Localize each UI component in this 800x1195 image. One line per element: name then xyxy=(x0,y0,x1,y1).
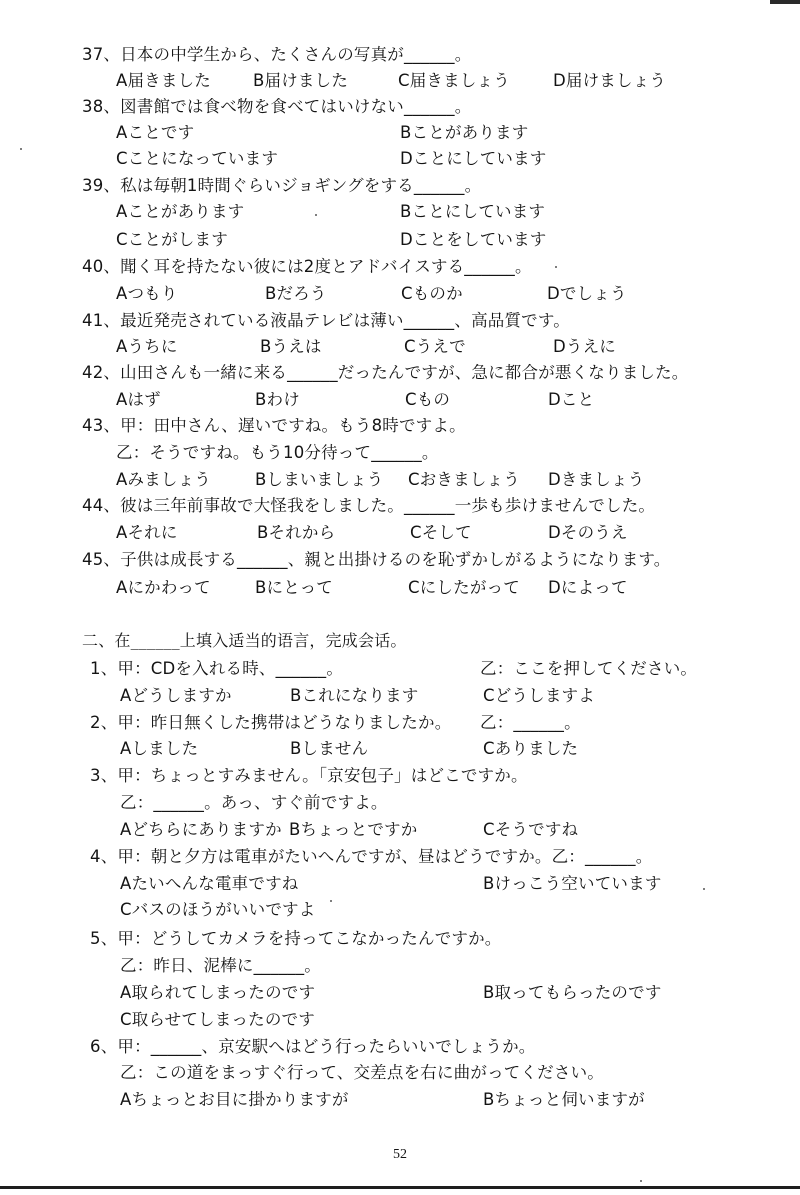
dialogue-2-reply: 乙：______。 xyxy=(480,713,581,732)
dialogue-5-reply: 乙：昨日、泥棒に______。 xyxy=(120,956,321,975)
dialogue-1: 1、甲：CDを入れる時、______。 xyxy=(90,659,344,678)
q45-option-a: Aにかわって xyxy=(116,578,211,597)
q45-option-c: Cにしたがって xyxy=(408,578,520,597)
q44-option-b: Bそれから xyxy=(257,523,336,542)
dialogue-1-reply: 乙：ここを押してください。 xyxy=(480,659,698,678)
d5-option-b: B取ってもらったのです xyxy=(483,983,662,1002)
d3-option-b: Bちょっとですか xyxy=(289,820,418,839)
question-39: 39、私は毎朝1時間ぐらいジョギングをする______。 xyxy=(82,176,482,195)
q40-option-d: Dでしょう xyxy=(547,284,627,303)
question-43: 43、甲：田中さん、遅いですね。もう8時ですよ。 xyxy=(82,416,466,435)
q45-option-b: Bにとって xyxy=(255,578,333,597)
d5-option-c: C取らせてしまったのです xyxy=(120,1010,315,1029)
d4-option-a: Aたいへんな電車ですね xyxy=(120,874,299,893)
d5-option-a: A取られてしまったのです xyxy=(120,983,316,1002)
q40-option-c: Cものか xyxy=(401,284,463,303)
q37-option-c: C届きましょう xyxy=(398,71,510,90)
d3-option-c: Cそうですね xyxy=(483,820,579,839)
q38-option-c: Cことになっています xyxy=(116,149,279,168)
d1-option-b: Bこれになります xyxy=(290,686,419,705)
d6-option-a: Aちょっとお目に掛かりますが xyxy=(120,1090,349,1109)
q37-option-b: B届けました xyxy=(253,71,349,90)
scan-speck xyxy=(703,888,705,890)
question-38: 38、図書館では食べ物を食べてはいけない______。 xyxy=(82,97,472,116)
q40-option-a: Aつもり xyxy=(116,284,178,303)
dialogue-5: 5、甲：どうしてカメラを持ってこなかったんですか。 xyxy=(90,929,502,948)
d4-option-b: Bけっこう空いています xyxy=(483,874,662,893)
question-40: 40、聞く耳を持たない彼には2度とアドバイスする______。 xyxy=(82,257,532,276)
q41-option-c: Cうえで xyxy=(404,337,466,356)
d2-option-c: Cありました xyxy=(483,739,579,758)
d3-option-a: Aどちらにありますか xyxy=(120,820,282,839)
q44-option-c: Cそして xyxy=(410,523,472,542)
scan-speck xyxy=(555,266,557,268)
d6-option-b: Bちょっと伺いますが xyxy=(483,1090,645,1109)
scan-bottom-edge xyxy=(0,1186,800,1189)
q42-option-d: Dこと xyxy=(548,390,595,409)
question-42: 42、山田さんも一緒に来る______だったんですが、急に都合が悪くなりました。 xyxy=(82,363,689,382)
q39-option-a: Aことがあります xyxy=(116,202,245,221)
dialogue-3-reply: 乙：______。あっ、すぐ前ですよ。 xyxy=(120,793,388,812)
question-43-reply: 乙：そうですね。もう10分待って______。 xyxy=(116,443,439,462)
q42-option-c: Cもの xyxy=(405,390,451,409)
question-41: 41、最近発売されている液晶テレビは薄い______、高品質です。 xyxy=(82,311,570,330)
scan-speck xyxy=(640,1180,642,1182)
dialogue-6: 6、甲：______、京安駅へはどう行ったらいいでしょうか。 xyxy=(90,1037,536,1056)
question-44: 44、彼は三年前事故で大怪我をしました。______一歩も歩けませんでした。 xyxy=(82,496,656,515)
q45-option-d: Dによって xyxy=(548,578,628,597)
q37-option-a: A届きました xyxy=(116,71,211,90)
scan-speck xyxy=(330,900,332,902)
q39-option-b: Bことにしています xyxy=(400,202,546,221)
q43-option-a: Aみましょう xyxy=(116,470,211,489)
q41-option-a: Aうちに xyxy=(116,337,178,356)
q40-option-b: Bだろう xyxy=(265,284,327,303)
d1-option-c: Cどうしますよ xyxy=(483,686,595,705)
d1-option-a: Aどうしますか xyxy=(120,686,232,705)
q42-option-a: Aはず xyxy=(116,390,161,409)
q44-option-a: Aそれに xyxy=(116,523,178,542)
dialogue-4: 4、甲：朝と夕方は電車がたいへんですが、昼はどうですか。乙：______。 xyxy=(90,847,653,866)
question-37: 37、日本の中学生から、たくさんの写真が______。 xyxy=(82,45,472,64)
q37-option-d: D届けましょう xyxy=(553,71,667,90)
dialogue-6-reply: 乙：この道をまっすぐ行って、交差点を右に曲がってください。 xyxy=(120,1063,604,1082)
scan-speck xyxy=(20,148,22,150)
q43-option-b: Bしまいましょう xyxy=(255,470,384,489)
q44-option-d: Dそのうえ xyxy=(548,523,628,542)
q41-option-b: Bうえは xyxy=(260,337,322,356)
page-number: 52 xyxy=(393,1147,407,1162)
section-2-title: 二、在______上填入适当的语言，完成会话。 xyxy=(82,631,407,650)
d4-option-c: Cバスのほうがいいですよ xyxy=(120,900,316,919)
question-45: 45、子供は成長する______、親と出掛けるのを恥ずかしがるようになります。 xyxy=(82,550,671,569)
q39-option-c: Cことがします xyxy=(116,230,228,249)
dialogue-2: 2、甲：昨日無くした携帯はどうなりましたか。 xyxy=(90,713,452,732)
q38-option-b: Bことがあります xyxy=(400,123,529,142)
scan-speck xyxy=(315,214,317,216)
q41-option-d: Dうえに xyxy=(553,337,617,356)
q43-option-c: Cおきましょう xyxy=(408,470,520,489)
q38-option-a: Aことです xyxy=(116,123,195,142)
q38-option-d: Dことにしています xyxy=(400,149,547,168)
q42-option-b: Bわけ xyxy=(255,390,300,409)
d2-option-a: Aしました xyxy=(120,739,199,758)
q39-option-d: Dことをしています xyxy=(400,230,547,249)
scan-edge-mark xyxy=(770,0,800,4)
dialogue-3: 3、甲：ちょっとすみません。「京安包子」はどこですか。 xyxy=(90,766,528,785)
d2-option-b: Bしません xyxy=(290,739,369,758)
q43-option-d: Dきましょう xyxy=(548,470,645,489)
